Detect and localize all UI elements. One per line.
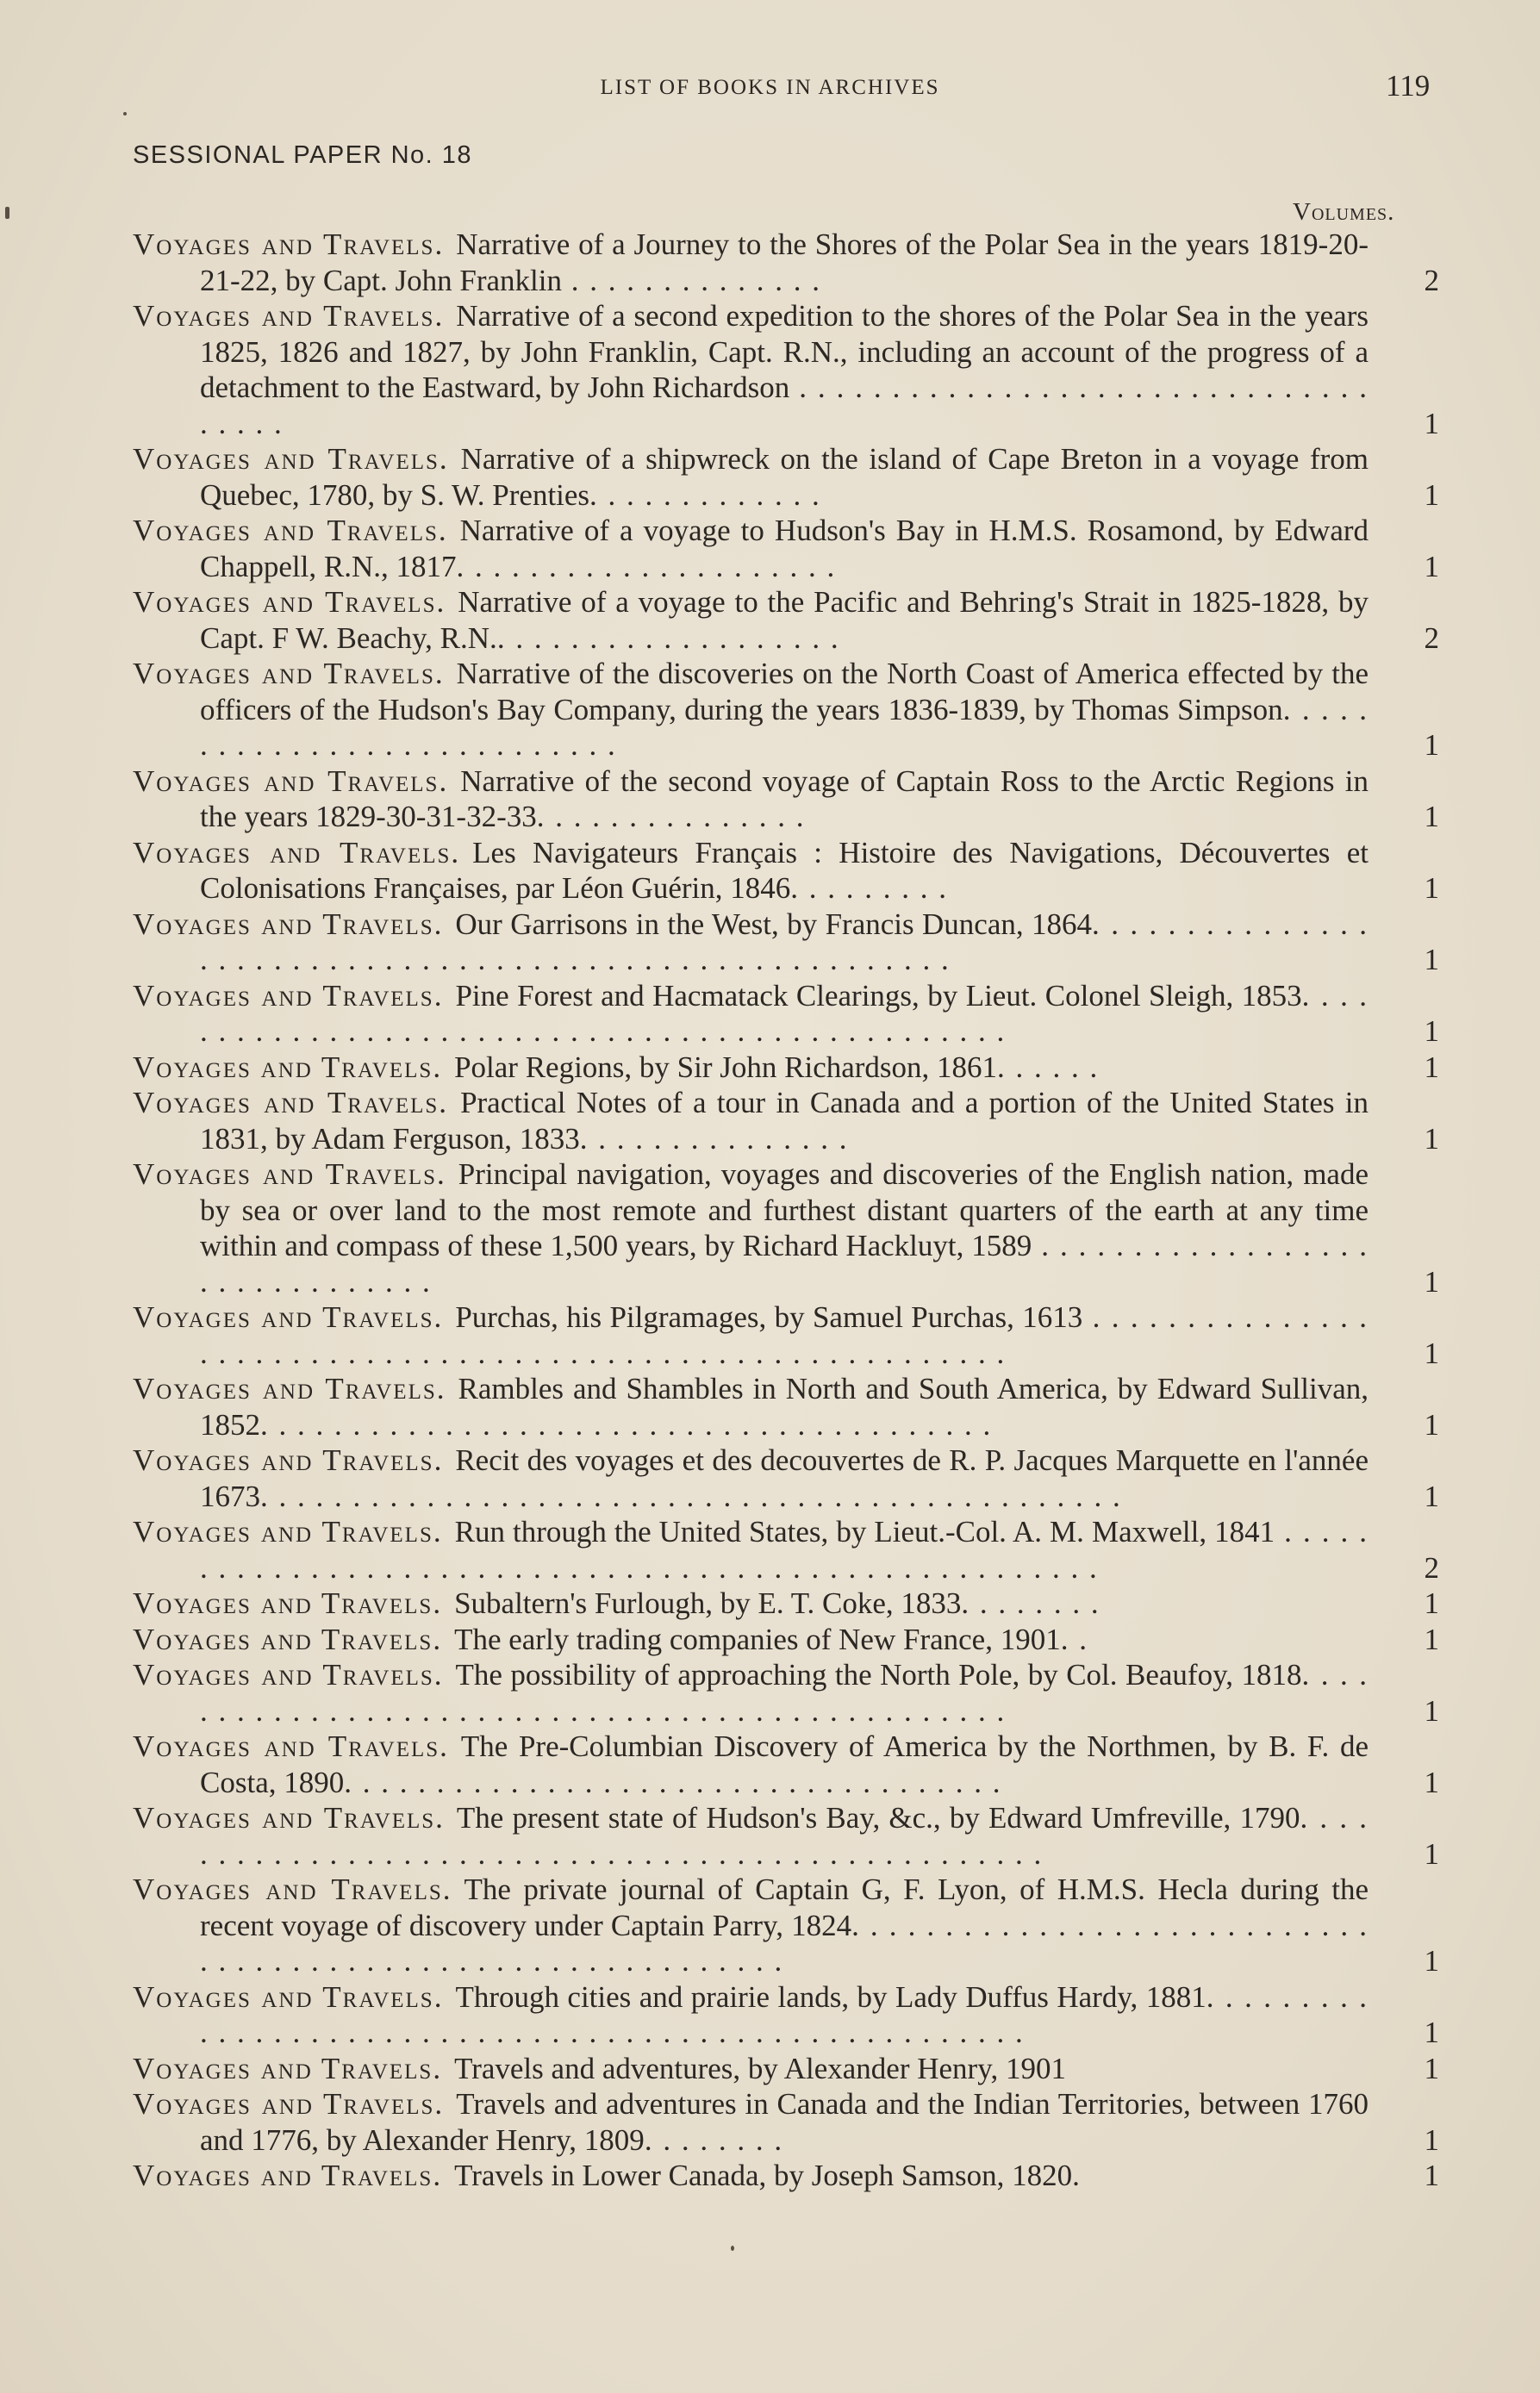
dot-leader: . . . . . . . . . . . . . . . . . . . . . . . . . . . . . . . . . . . . . . . . . . . . . . . . . .	[200, 1801, 1369, 1871]
volume-count: 1	[1424, 1479, 1439, 1513]
entry-title: Narrative of a voyage to the Pacific and Behring's Strait in 1825-1828, by Capt. F W. Beachy, R.N.	[200, 585, 1369, 655]
entry-category: Voyages and Travels.	[133, 514, 448, 547]
book-entry	[133, 907, 1439, 978]
volume-count: 1	[1424, 800, 1439, 833]
dot-leader: . . . . . . . . . . . . . . . . . . . . . . . . . . . . . . . . . . . .	[344, 1765, 1002, 1799]
volume-count: 1	[1424, 1944, 1439, 1978]
print-speck	[123, 112, 127, 115]
entry-title: Narrative of a voyage to Hudson's Bay in H.M.S. Rosamond, by Edward Chappell, R.N., 1817	[200, 514, 1369, 583]
volume-count: 1	[1424, 2016, 1439, 2049]
book-entry	[133, 1622, 1439, 1658]
entry-category: Voyages and Travels.	[133, 657, 445, 690]
volume-count: 1	[1424, 1693, 1439, 1728]
print-speck	[731, 2246, 734, 2251]
book-entry	[133, 1050, 1439, 1086]
volume-count: 1	[1424, 1622, 1439, 1656]
entry-category: Voyages and Travels.	[133, 978, 444, 1013]
entry-title: The private journal of Captain G, F. Lyon, of H.M.S. Hecla during the recent voyage of discovery under Captain Parry, 1824	[200, 1873, 1369, 1942]
dot-leader: . . . . . . . . . . . . . . . . . . . . . . . . . . . . . . . . . . . . . . . . . . . . . . . .	[200, 1658, 1369, 1728]
entry-category: Voyages and Travels.	[133, 2051, 443, 2085]
volume-count: 1	[1424, 1050, 1439, 1084]
dot-leader: . . . . . . . . . . . . . .	[561, 263, 821, 297]
volume-count: 2	[1424, 263, 1439, 297]
entry-title: Travels and adventures in Canada and the Indian Territories, between 1760 and 1776, by Alexander Henry, 1809	[200, 2087, 1369, 2157]
book-list	[0, 227, 1540, 2194]
entry-category: Voyages and Travels.	[133, 1801, 445, 1835]
volume-count: 2	[1424, 620, 1439, 655]
entry-title: Travels in Lower Canada, by Joseph Samson, 1820.	[454, 2159, 1080, 2192]
dot-leader: . .	[1060, 1622, 1088, 1656]
book-entry	[133, 1443, 1439, 1514]
entry-title: Subaltern's Furlough, by E. T. Coke, 1833	[454, 1586, 962, 1620]
entry-category: Voyages and Travels.	[133, 907, 444, 941]
book-entry	[133, 1586, 1439, 1622]
dot-leader: . . . . . . . . .	[790, 871, 949, 905]
entry-category: Voyages and Travels.	[133, 1372, 446, 1405]
volume-count: 1	[1424, 549, 1439, 583]
dot-leader: . . . . . . . . . . . . . . . . . . . . . . . . . . . .	[200, 692, 1369, 762]
entry-category: Voyages and Travels.	[133, 1979, 444, 2014]
entry-title: Pine Forest and Hacmatack Clearings, by Lieut. Colonel Sleigh, 1853	[455, 978, 1302, 1013]
entry-category: Voyages and Travels.	[133, 1050, 443, 1084]
dot-leader: . . . . . . . . . . . . . . . . . . . . . . . . . . . . . . . . . . . . . . . . . . . . . . . . . . . . . .	[200, 1515, 1369, 1585]
dot-leader: . . . . . . . . . . . . . . . . . . . . . . . . . . . . . . . . . . . .	[200, 371, 1369, 440]
dot-leader: . . . . . . . . . . . . . . . . . . . . .	[456, 549, 837, 583]
entry-title: Practical Notes of a tour in Canada and a portion of the United States in 1831, by Adam Ferguson, 1833	[200, 1086, 1369, 1156]
volume-count: 1	[1424, 1014, 1439, 1048]
book-entry	[133, 441, 1439, 513]
book-entry	[133, 1872, 1439, 1979]
dot-leader: . . . . . . . . . . . . . . . . . . . . . . . . . . . . . . . . . . . . . . . . . . . . . . . . . . . . . . . . . . . .	[200, 1908, 1369, 1978]
entry-title: Travels and adventures, by Alexander Henry, 1901	[454, 2051, 1066, 2085]
entry-title: The early trading companies of New France, 1901	[454, 1622, 1061, 1656]
dot-leader: . . . . . . . . . . . . .	[589, 477, 821, 512]
book-entry	[133, 978, 1439, 1050]
book-entry	[133, 2051, 1439, 2087]
volume-count: 2	[1424, 1550, 1439, 1585]
book-entry	[133, 656, 1439, 763]
entry-title: Les Navigateurs Français : Histoire des Navigations, Découvertes et Colonisations Françaises, par Léon Guérin, 1846	[200, 835, 1369, 905]
entry-title: Narrative of the second voyage of Captain Ross to the Arctic Regions in the years 1829-30-31-32-33	[200, 763, 1369, 833]
print-speck	[5, 207, 9, 219]
volume-count: 1	[1424, 2122, 1439, 2157]
entry-title: Our Garrisons in the West, by Francis Duncan, 1864	[455, 907, 1093, 941]
dot-leader: . . . . . . . . . . . . . . . . . . . . . . . . . . . . . . . . . . . . . . . . . . . . . . .	[260, 1479, 1122, 1513]
book-entry	[133, 584, 1439, 656]
book-entry	[133, 513, 1439, 584]
dot-leader: . . . . . . . . . . . . . . . . . . . . . . . . . . . . . . . . . . . . . . . . . . . . . . . . . . . . . . . .	[200, 907, 1369, 976]
entry-title: The Pre-Columbian Discovery of America by the Northmen, by B. F. de Costa, 1890	[200, 1729, 1369, 1799]
book-entry	[133, 227, 1439, 298]
dot-leader: . . . . . . . . . . . . . . . . . . . . . . . . . . . . . . . . . . . . . . . . . . . . . . . . . . . . . .	[200, 1979, 1369, 2049]
dot-leader: . . . . . . . . . . . . . . . . . . . . . . . . . . . . . . . . . . . . . . . .	[260, 1407, 993, 1442]
volume-count: 1	[1424, 406, 1439, 440]
book-entry	[133, 2158, 1439, 2194]
volume-count: 1	[1424, 477, 1439, 512]
entry-category: Voyages and Travels.	[133, 1658, 444, 1692]
entry-title: Run through the United States, by Lieut.-Col. A. M. Maxwell, 1841	[454, 1515, 1275, 1549]
entry-category: Voyages and Travels.	[133, 1586, 443, 1620]
entry-category: Voyages and Travels.	[133, 442, 449, 476]
entry-title: Narrative of a Journey to the Shores of the Polar Sea in the years 1819-20-21-22, by Capt. John Franklin	[200, 227, 1369, 297]
running-head: LIST OF BOOKS IN ARCHIVES	[600, 76, 940, 99]
dot-leader: . . . . . . . . . . . . . . . . . . . . . . . . . . . . . . . . . . . . . . . . . . . . . . . . . . . . . . . . . . .	[200, 1300, 1369, 1370]
book-entry	[133, 835, 1439, 907]
entry-category: Voyages and Travels.	[133, 1300, 444, 1334]
book-entry	[133, 298, 1439, 441]
entry-category: Voyages and Travels.	[133, 2087, 445, 2121]
entry-title: Narrative of the discoveries on the North Coast of America effected by the officers of the Hudson's Bay Company, during the years 1836-1839, by Thomas Simpson	[200, 657, 1369, 726]
dot-leader: . . . . . .	[997, 1050, 1100, 1084]
entry-title: The possibility of approaching the North Pole, by Col. Beaufoy, 1818	[455, 1658, 1302, 1692]
volume-count: 1	[1424, 1336, 1439, 1370]
entry-title: The present state of Hudson's Bay, &c., by Edward Umfreville, 1790	[456, 1801, 1300, 1835]
entry-title: Through cities and prairie lands, by Lady Duffus Hardy, 1881	[455, 1979, 1206, 2014]
entry-category: Voyages and Travels.	[133, 227, 445, 261]
volume-count: 1	[1424, 943, 1439, 976]
book-entry	[133, 1514, 1439, 1586]
entry-category: Voyages and Travels.	[133, 1729, 449, 1763]
book-entry	[133, 1729, 1439, 1800]
volume-count: 1	[1424, 871, 1439, 905]
volume-count: 1	[1424, 1407, 1439, 1442]
book-entry	[133, 1156, 1439, 1299]
volumes-column-header: Volumes.	[1293, 198, 1395, 226]
entry-category: Voyages and Travels.	[133, 835, 461, 869]
book-entry	[133, 1371, 1439, 1443]
entry-title: Principal navigation, voyages and discoveries of the English nation, made by sea or over land to the most remote and furthest distant quarters of the earth at any time within and compass of these 1,500 years, by Richard Hackluyt, 1589	[200, 1157, 1369, 1262]
entry-title: Rambles and Shambles in North and South America, by Edward Sullivan, 1852	[200, 1372, 1369, 1442]
entry-title: Polar Regions, by Sir John Richardson, 1861	[454, 1050, 998, 1084]
entry-title: Recit des voyages et des decouvertes de R. P. Jacques Marquette en l'année 1673	[200, 1443, 1369, 1513]
entry-category: Voyages and Travels.	[133, 585, 446, 619]
entry-category: Voyages and Travels.	[133, 1515, 443, 1549]
entry-category: Voyages and Travels.	[133, 1443, 444, 1477]
entry-category: Voyages and Travels.	[133, 2159, 443, 2192]
volume-count: 1	[1424, 2051, 1439, 2085]
entry-title: Narrative of a second expedition to the shores of the Polar Sea in the years 1825, 1826 and 1827, by John Franklin, Capt. R.N., including an account of the progress of a detachment to the Eastward, by John Richardson	[200, 299, 1369, 404]
entry-category: Voyages and Travels.	[133, 299, 445, 333]
dot-leader: . . . . . . . . . . . . . . . . . . . . . . . . . . . . . . .	[200, 1229, 1369, 1299]
dot-leader: . . . . . . . . . . . . . . . . . . . . . . . . . . . . . . . . . . . . . . . . . . . . . . . .	[200, 978, 1369, 1048]
volume-count: 1	[1424, 1765, 1439, 1799]
volume-count: 1	[1424, 1264, 1439, 1299]
book-entry	[133, 1800, 1439, 1872]
book-entry	[133, 1657, 1439, 1729]
book-entry	[133, 1299, 1439, 1371]
volume-count: 1	[1424, 1586, 1439, 1620]
dot-leader: . . . . . . . . . . . . . . .	[536, 800, 806, 833]
book-entry	[133, 1979, 1439, 2051]
dot-leader: . . . . . . . . . . . . . . .	[579, 1121, 849, 1156]
volume-count: 1	[1424, 728, 1439, 762]
book-entry	[133, 1085, 1439, 1156]
book-entry	[133, 2086, 1439, 2158]
entry-category: Voyages and Travels.	[133, 763, 449, 798]
book-entry	[133, 763, 1439, 835]
volume-count: 1	[1424, 2159, 1439, 2192]
entry-title: Narrative of a shipwreck on the island of Cape Breton in a voyage from Quebec, 1780, by S. W. Prenties	[200, 442, 1369, 512]
entry-title: Purchas, his Pilgramages, by Samuel Purchas, 1613	[455, 1300, 1083, 1334]
entry-category: Voyages and Travels.	[133, 1622, 443, 1656]
entry-category: Voyages and Travels.	[133, 1873, 452, 1906]
entry-category: Voyages and Travels.	[133, 1086, 449, 1119]
dot-leader: . . . . . . . .	[644, 2122, 784, 2157]
volume-count: 1	[1424, 1121, 1439, 1156]
entry-category: Voyages and Travels.	[133, 1157, 446, 1191]
dot-leader: . . . . . . . .	[961, 1586, 1100, 1620]
dot-leader: . . . . . . . . . . . . . . . . . . .	[496, 620, 840, 655]
page-number: 119	[1386, 69, 1431, 103]
volume-count: 1	[1424, 1836, 1439, 1871]
sessional-paper-label: SESSIONAL PAPER No. 18	[133, 141, 473, 169]
